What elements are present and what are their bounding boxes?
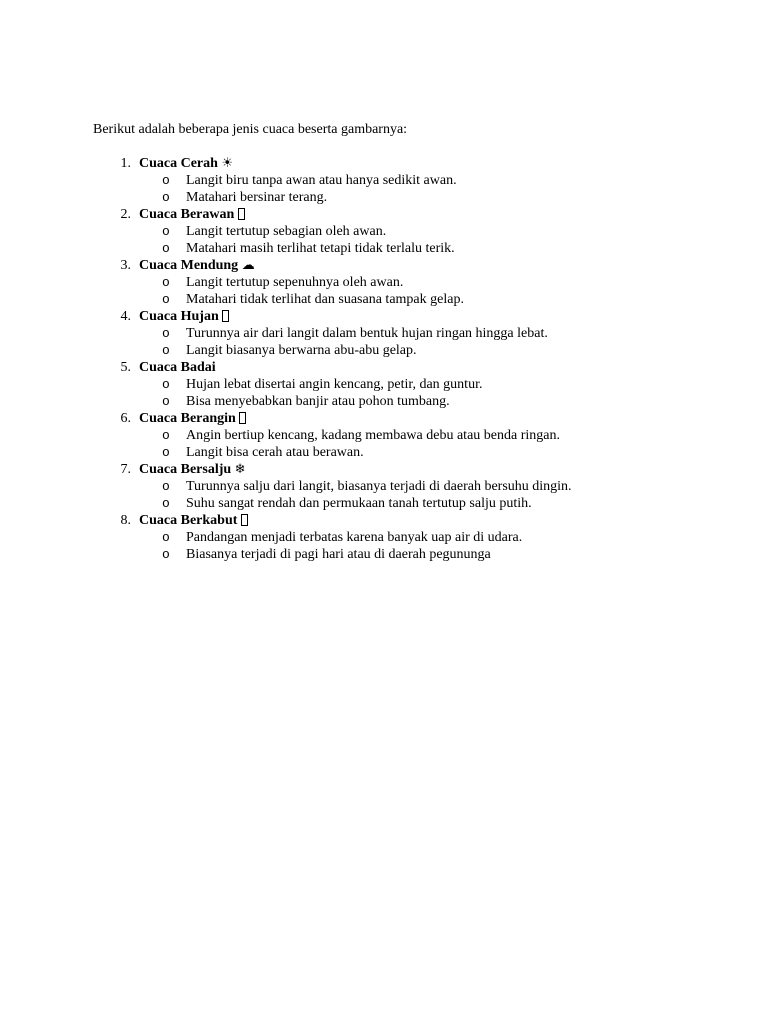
weather-list — [0, 155, 768, 563]
sub-list-text: Angin bertiup kencang, kadang membawa debu atau benda ringan. — [186, 428, 560, 443]
weather-icon: ☀ — [221, 156, 234, 171]
list-number: 5. — [120, 360, 131, 375]
list-number: 1. — [120, 156, 131, 171]
weather-title-text: Cuaca Mendung — [139, 258, 239, 273]
sub-list-item — [0, 427, 768, 444]
sub-list-text: Suhu sangat rendah dan permukaan tanah tertutup salju putih. — [186, 496, 532, 511]
circle-bullet-icon: o — [162, 394, 170, 409]
missing-glyph-icon — [238, 208, 245, 220]
sub-list-text: Langit tertutup sebagian oleh awan. — [186, 224, 387, 239]
sub-list-item — [0, 478, 768, 495]
list-item — [0, 512, 768, 529]
sub-list-text: Langit biru tanpa awan atau hanya sedikit awan. — [186, 173, 457, 188]
list-item — [0, 359, 768, 376]
circle-bullet-icon: o — [162, 445, 170, 460]
sub-list-item — [0, 172, 768, 189]
sub-list-text: Pandangan menjadi terbatas karena banyak uap air di udara. — [186, 530, 523, 545]
weather-title — [139, 155, 233, 172]
weather-title-text: Cuaca Berawan — [139, 207, 235, 222]
intro-paragraph: Berikut adalah beberapa jenis cuaca beserta gambarnya: — [93, 122, 408, 137]
sub-list-text: Hujan lebat disertai angin kencang, petir, dan guntur. — [186, 377, 483, 392]
sub-list-item — [0, 274, 768, 291]
list-item — [0, 410, 768, 427]
circle-bullet-icon: o — [162, 547, 170, 562]
sub-list-text: Biasanya terjadi di pagi hari atau di daerah pegununga — [186, 547, 491, 562]
circle-bullet-icon: o — [162, 275, 170, 290]
circle-bullet-icon: o — [162, 224, 170, 239]
sub-list-item — [0, 444, 768, 461]
sub-list-text: Langit tertutup sepenuhnya oleh awan. — [186, 275, 404, 290]
weather-title — [139, 461, 246, 478]
sub-list-text: Bisa menyebabkan banjir atau pohon tumbang. — [186, 394, 450, 409]
circle-bullet-icon: o — [162, 173, 170, 188]
circle-bullet-icon: o — [162, 326, 170, 341]
sub-list-item — [0, 223, 768, 240]
sub-list-item — [0, 189, 768, 206]
sub-list-item — [0, 529, 768, 546]
missing-glyph-icon — [241, 514, 248, 526]
weather-title-text: Cuaca Berangin — [139, 411, 236, 426]
sub-list-text: Turunnya air dari langit dalam bentuk hujan ringan hingga lebat. — [186, 326, 548, 341]
missing-glyph-icon — [239, 412, 246, 424]
list-number: 3. — [120, 258, 131, 273]
circle-bullet-icon: o — [162, 530, 170, 545]
sub-list-text: Matahari masih terlihat tetapi tidak terlalu terik. — [186, 241, 455, 256]
weather-title — [139, 359, 216, 376]
weather-icon: ❄ — [234, 462, 246, 477]
sub-list-text: Matahari tidak terlihat dan suasana tampak gelap. — [186, 292, 464, 307]
sub-list-text: Langit bisa cerah atau berawan. — [186, 445, 364, 460]
weather-title — [139, 308, 229, 325]
weather-title — [139, 512, 248, 529]
sub-list-item — [0, 240, 768, 257]
list-item — [0, 308, 768, 325]
weather-title-text: Cuaca Bersalju — [139, 462, 232, 477]
list-number: 2. — [120, 207, 131, 222]
sub-list-item — [0, 495, 768, 512]
circle-bullet-icon: o — [162, 190, 170, 205]
sub-list-item — [0, 325, 768, 342]
weather-title-text: Cuaca Cerah — [139, 156, 218, 171]
weather-title — [139, 410, 246, 427]
list-number: 6. — [120, 411, 131, 426]
weather-icon: ☁ — [241, 258, 255, 273]
sub-list-text: Turunnya salju dari langit, biasanya terjadi di daerah bersuhu dingin. — [186, 479, 572, 494]
list-number: 4. — [120, 309, 131, 324]
circle-bullet-icon: o — [162, 479, 170, 494]
circle-bullet-icon: o — [162, 241, 170, 256]
list-item — [0, 206, 768, 223]
weather-title-text: Cuaca Hujan — [139, 309, 219, 324]
sub-list-item — [0, 342, 768, 359]
weather-title-text: Cuaca Badai — [139, 360, 216, 375]
weather-title-text: Cuaca Berkabut — [139, 513, 238, 528]
circle-bullet-icon: o — [162, 343, 170, 358]
circle-bullet-icon: o — [162, 377, 170, 392]
list-item — [0, 461, 768, 478]
weather-title — [139, 257, 255, 274]
sub-list-item — [0, 393, 768, 410]
circle-bullet-icon: o — [162, 428, 170, 443]
list-number: 8. — [120, 513, 131, 528]
list-item — [0, 257, 768, 274]
circle-bullet-icon: o — [162, 292, 170, 307]
sub-list-text: Langit biasanya berwarna abu-abu gelap. — [186, 343, 417, 358]
missing-glyph-icon — [222, 310, 229, 322]
sub-list-text: Matahari bersinar terang. — [186, 190, 328, 205]
list-number: 7. — [120, 462, 131, 477]
weather-title — [139, 206, 245, 223]
list-item — [0, 155, 768, 172]
sub-list-item — [0, 546, 768, 563]
sub-list-item — [0, 291, 768, 308]
sub-list-item — [0, 376, 768, 393]
circle-bullet-icon: o — [162, 496, 170, 511]
